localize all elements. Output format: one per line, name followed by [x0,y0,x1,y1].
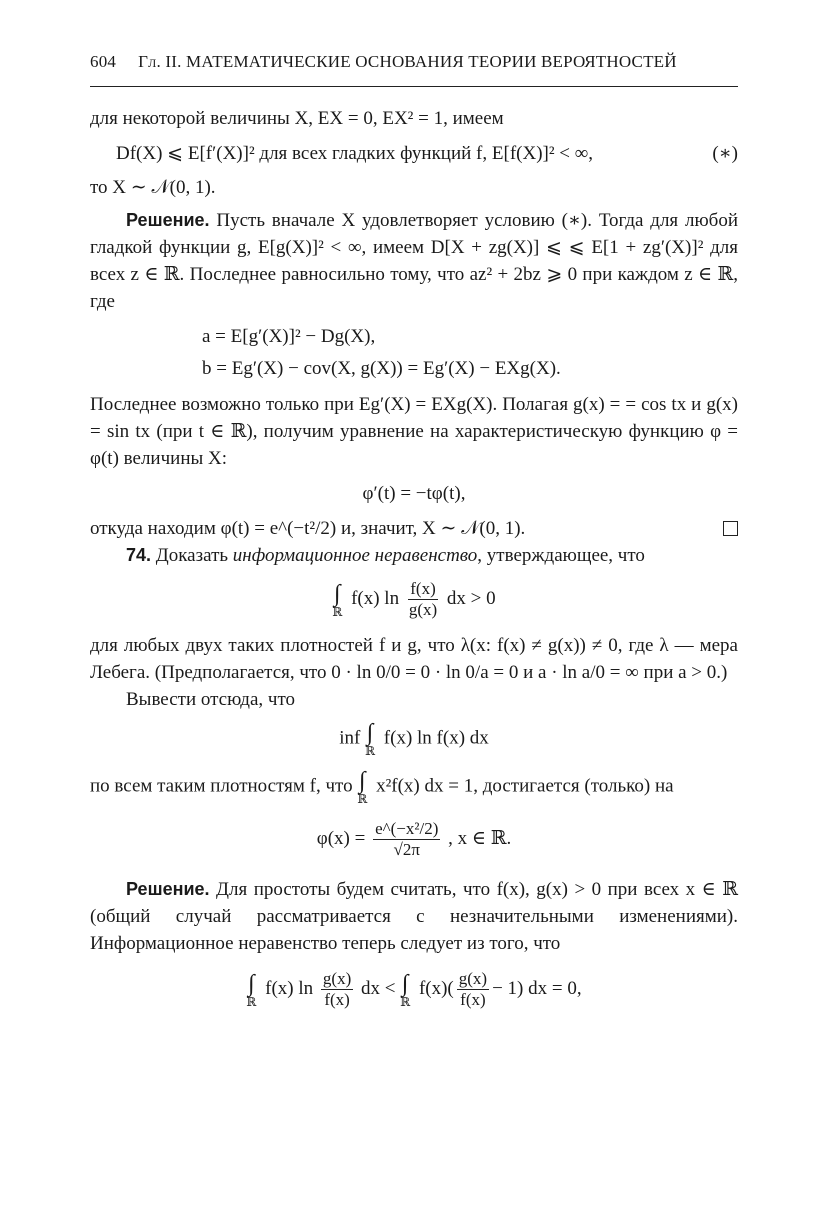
problem-lead: Доказать [155,545,229,566]
page [90,52,738,1022]
coefficients-block [90,321,738,385]
integral-sign: ∫ ℝ [246,970,257,1009]
condition-formula: Df(X) ⩽ E[f′(X)]² для всех гладких функций f, E[f(X)]² < ∞, [116,142,594,164]
final-inequality [90,969,738,1010]
final-left: f(x) ln [265,977,314,999]
solution-1-text: Пусть вначале X удовлетворяет условию (∗). Тогда для любой гладкой функции g, E[g(X)]² < ∞, имеем D[X + zg(X)] ⩽ ⩽ E[1 + zg′(X)]² для всех z ∈ ℝ. Последнее равносильно тому, что az² + 2bz ⩾ 0 при каждом z ∈ ℝ, где [90,210,738,312]
running-header [90,52,738,87]
inf-label: inf [339,727,361,749]
final-mid: dx < [360,977,396,999]
solution-label: Решение. [126,210,210,230]
final-fraction-left: $\frac{g(x)}{f(x)}$ [322,969,352,1009]
equation-a: a = E[g′(X)]² − Dg(X), [202,326,376,347]
condition-tag: (∗) [712,142,738,164]
ratio-denominator: g(x) [408,600,438,619]
density-fraction [373,819,440,860]
normal-density [90,819,738,860]
phi-equation: φ′(t) = −tφ(t), [362,483,466,504]
solution-2-text: Для простоты будем считать, что f(x), g(x) > 0 при всех x ∈ ℝ (общий случай рассматривается с незначительными изменениями). Информационное неравенство теперь следует из того, что [90,879,739,954]
integral-domain: ℝ [332,604,343,619]
integral-sign: ∫ ℝ [365,720,376,758]
constraint-line [90,769,738,805]
final-right-post: − 1) dx = 0, [492,977,582,999]
information-inequality [90,579,738,620]
solution-label: Решение. [126,879,210,899]
conclusion-line: то X ∼ 𝒩(0, 1). [90,177,216,198]
page-number: 604 [90,52,117,71]
solution-1-continued: Последнее возможно только при Eg′(X) = EXg(X). Полагая g(x) = = cos tx и g(x) = sin tx (при t ∈ ℝ), получим уравнение на характеристическую функцию φ = φ(t) величины X: [90,394,738,469]
inf-integrand: f(x) ln f(x) dx [383,727,489,749]
integrand-right: dx > 0 [446,587,496,609]
constraint-post: , достигается (только) на [473,775,674,797]
qed-square-icon [723,521,738,536]
phi-lhs: φ(x) = [316,827,366,849]
chapter-title: Гл. II. МАТЕМАТИЧЕСКИЕ ОСНОВАНИЯ ТЕОРИИ ВЕРОЯТНОСТЕЙ [138,52,677,71]
derive-line: Вывести отсюда, что [126,689,296,710]
final-right-pre: f(x)( [418,977,454,999]
integral-sign: ∫ ℝ [357,768,368,806]
integrand-left: f(x) ln [351,587,400,609]
intro-line: для некоторой величины X, EX = 0, EX² = 1, имеем [90,108,504,129]
solution-2-paragraph [90,876,738,957]
solution-1-final [90,515,738,542]
problem-tail: , утверждающее, что [477,545,645,566]
constraint-pre: по всем таким плотностям f, что [90,775,353,797]
ratio-fraction [407,579,439,620]
solution-1-final-text: откуда находим φ(t) = e^(−t²/2) и, значит, X ∼ 𝒩(0, 1). [90,518,526,539]
densities-condition: для любых двух таких плотностей f и g, что λ(x: f(x) ≠ g(x)) ≠ 0, где λ — мера Лебега. (Предполагается, что 0 · ln 0/0 = 0 · ln 0/a = 0 и a · ln a/0 = ∞ при a > 0.) [90,635,738,683]
problem-number: 74. [126,545,152,565]
phi-domain: , x ∈ ℝ. [448,827,512,849]
constraint-integral: x²f(x) dx = 1 [376,775,474,797]
infimum-expression [90,721,738,757]
condition-equation [90,132,738,174]
integral-sign: ∫ ℝ [400,970,411,1009]
page-body [90,87,738,1010]
density-denominator: √2π [393,840,420,859]
solution-1-paragraph [90,207,738,315]
integral-sign: ∫ ℝ [332,580,343,619]
equation-b: b = Eg′(X) − cov(X, g(X)) = Eg′(X) − EXg(X). [202,358,561,379]
density-numerator: e^(−x²/2) [375,819,439,838]
problem-74-statement [90,542,738,569]
ratio-numerator: f(x) [410,579,436,598]
final-fraction-right: $\frac{g(x)}{f(x)}$ [458,969,488,1009]
problem-emphasis: информационное неравенство [232,545,478,566]
